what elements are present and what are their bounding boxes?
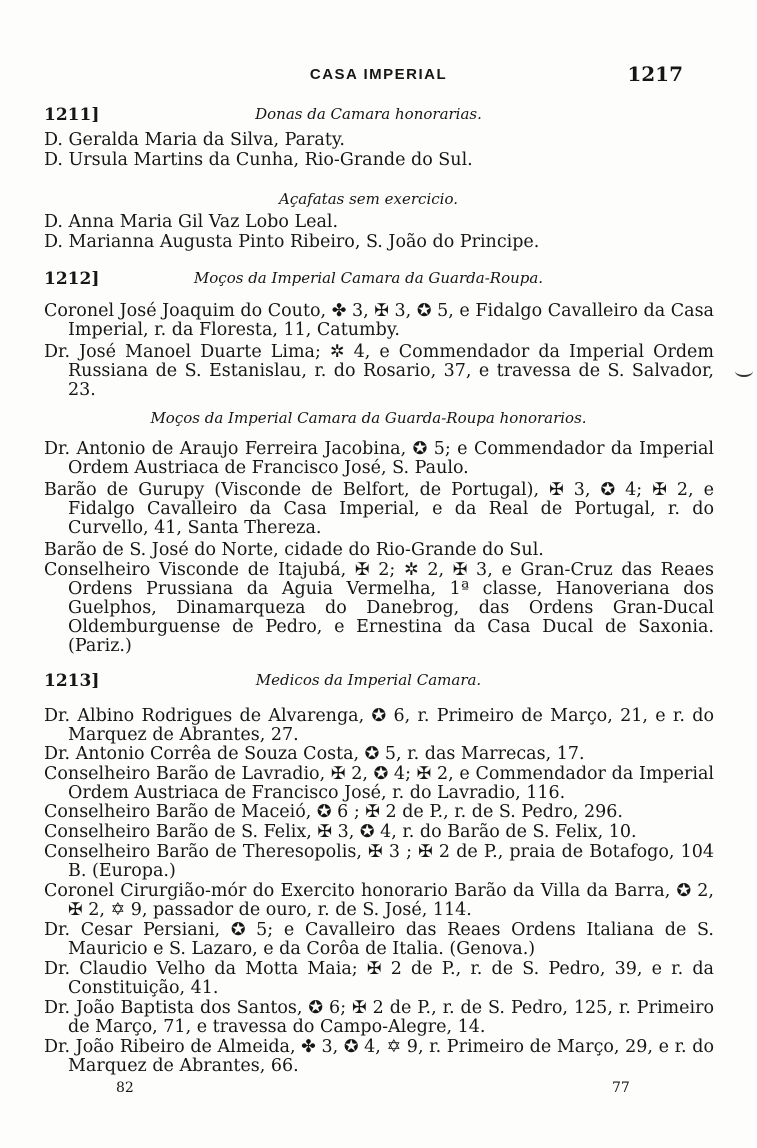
margin-mark-icon [735,365,753,377]
list-item: D. Ursula Martins da Cunha, Rio-Grande do Sul. [44,150,473,170]
running-header-title: CASA IMPERIAL [309,66,448,83]
list-item: D. Anna Maria Gil Vaz Lobo Leal. [44,212,339,232]
subsection-title: Moços da Imperial Camara da Guarda-Roupa honorarios. [150,409,587,427]
list-item: Dr. Antonio de Araujo Ferreira Jacobina, ✪ 5; e Commendador da Imperial Ordem Austriaca de Francisco José, S. Paulo. [44,439,714,478]
section-title: Moços da Imperial Camara da Guarda-Roupa. [193,269,544,287]
section-title: Donas da Camara honorarias. [255,105,482,123]
list-item: Barão de S. José do Norte, cidade do Rio-Grande do Sul. [44,540,544,560]
list-item: Dr. Antonio Corrêa de Souza Costa, ✪ 5, r. das Marrecas, 17. [44,744,585,764]
section-number: 1212] [44,269,100,289]
list-item: Dr. Claudio Velho da Motta Maia; ✠ 2 de P., r. de S. Pedro, 39, e r. da Constituição, 41. [44,959,714,998]
list-item: Dr. Albino Rodrigues de Alvarenga, ✪ 6, r. Primeiro de Março, 21, e r. do Marquez de Abrantes, 27. [44,706,714,745]
section-heading-1211 [44,105,693,127]
list-item: Barão de Gurupy (Visconde de Belfort, de Portugal), ✠ 3, ✪ 4; ✠ 2, e Fidalgo Cavalleiro da Casa Imperial, e da Real de Portugal, r. do Curvello, 41, Santa Thereza. [44,480,714,538]
list-item: Conselheiro Visconde de Itajubá, ✠ 2; ✲ 2, ✠ 3, e Gran-Cruz das Reaes Ordens Prussiana da Aguia Vermelha, 1ª classe, Hanoveriana dos Guelphos, Dinamarqueza do Danebrog, das Ordens Gran-Ducal Oldemburguense de Pedro, e Ernestina da Casa Ducal de Saxonia. (Pariz.) [44,560,714,656]
section-heading-1213 [44,671,693,693]
footer-page-number: 77 [612,1080,630,1096]
list-item: Conselheiro Barão de S. Felix, ✠ 3, ✪ 4, r. do Barão de S. Felix, 10. [44,822,637,842]
list-item: Coronel Cirurgião-mór do Exercito honorario Barão da Villa da Barra, ✪ 2, ✠ 2, ✡ 9, passador de ouro, r. de S. José, 114. [44,881,714,920]
list-item: Dr. José Manoel Duarte Lima; ✲ 4, e Commendador da Imperial Ordem Russiana de S. Estanislau, r. do Rosario, 37, e travessa de S. Salvador, 23. [44,342,714,400]
list-item: Dr. João Baptista dos Santos, ✪ 6; ✠ 2 de P., r. de S. Pedro, 125, r. Primeiro de Março, 71, e travessa do Campo-Alegre, 14. [44,998,714,1037]
subsection-title: Açafatas sem exercicio. [279,190,458,208]
section-number: 1211] [44,105,100,125]
section-number: 1213] [44,671,100,691]
printer-signature: 82 [116,1080,134,1096]
list-item: Dr. João Ribeiro de Almeida, ✤ 3, ✪ 4, ✡ 9, r. Primeiro de Março, 29, e r. do Marquez de Abrantes, 66. [44,1037,714,1076]
list-item: Coronel José Joaquim do Couto, ✤ 3, ✠ 3, ✪ 5, e Fidalgo Cavalleiro da Casa Imperial, r. da Floresta, 11, Catumby. [44,301,714,340]
list-item: Conselheiro Barão de Maceió, ✪ 6 ; ✠ 2 de P., r. de S. Pedro, 296. [44,802,623,822]
section-heading-1212 [44,269,693,291]
page-number: 1217 [627,62,683,86]
list-item: Dr. Cesar Persiani, ✪ 5; e Cavalleiro das Reaes Ordens Italiana de S. Mauricio e S. Lazaro, e da Corôa de Italia. (Genova.) [44,920,714,959]
list-item: D. Geralda Maria da Silva, Paraty. [44,130,345,150]
list-item: Conselheiro Barão de Lavradio, ✠ 2, ✪ 4; ✠ 2, e Commendador da Imperial Ordem Austriaca de Francisco José, r. do Lavradio, 116. [44,764,714,803]
list-item: D. Marianna Augusta Pinto Ribeiro, S. João do Principe. [44,232,540,252]
list-item: Conselheiro Barão de Theresopolis, ✠ 3 ; ✠ 2 de P., praia de Botafogo, 104 B. (Europa.) [44,842,714,881]
section-title: Medicos da Imperial Camara. [255,671,482,689]
